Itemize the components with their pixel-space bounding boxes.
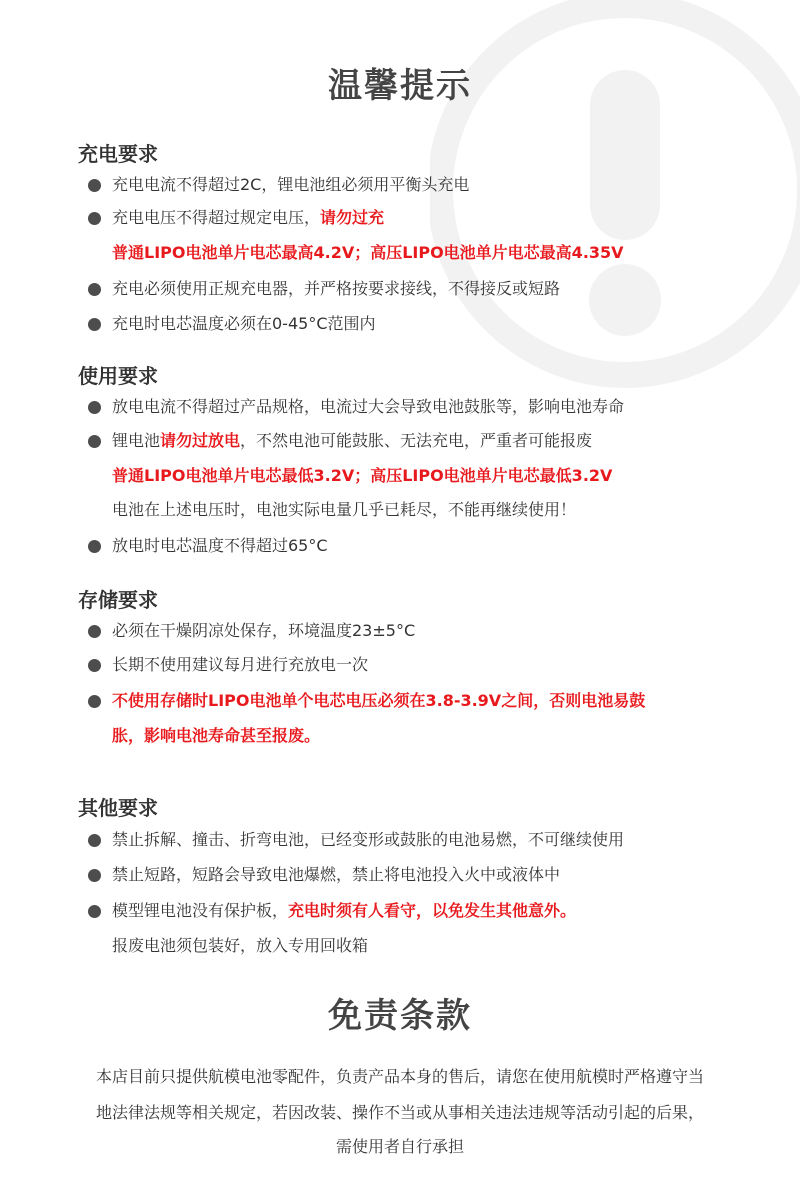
charging-item-charger: 充电必须使用正规充电器，并严格按要求接线，不得接反或短路 — [112, 279, 561, 298]
bullet-dot — [88, 834, 101, 847]
usage-heading: 使用要求 — [78, 364, 158, 388]
usage-item-discharge — [112, 430, 592, 452]
bullet-dot — [88, 318, 101, 331]
usage-item-current: 放电电流不得超过产品规格，电流过大会导致电池鼓胀等，影响电池寿命 — [112, 397, 625, 416]
bullet-dot — [88, 869, 101, 882]
disclaimer-line-3: 需使用者自行承担 — [335, 1137, 464, 1156]
storage-heading: 存储要求 — [78, 588, 158, 612]
charging-item-current: 充电电流不得超过2C，锂电池组必须用平衡头充电 — [112, 175, 470, 194]
bullet-dot — [88, 905, 101, 918]
disclaimer-line-2: 地法律法规等相关规定，若因改装、操作不当或从事相关违法违规等活动引起的后果， — [95, 1103, 704, 1122]
charging-voltage-text: 充电电压不得超过规定电压， — [112, 208, 321, 227]
disclaimer-line-1: 本店目前只提供航模电池零配件，负责产品本身的售后，请您在使用航模时严格遵守当 — [95, 1067, 704, 1086]
bullet-dot — [88, 283, 101, 296]
bullet-dot — [88, 625, 101, 638]
usage-voltage-limits: 普通LIPO电池单片电芯最低3.2V；高压LIPO电池单片电芯最低3.2V — [112, 466, 613, 485]
usage-depleted-note: 电池在上述电压时，电池实际电量几乎已耗尽，不能再继续使用！ — [112, 500, 577, 519]
disclaimer-title: 免责条款 — [328, 996, 472, 1036]
notice-title: 温馨提示 — [328, 66, 472, 106]
charging-item-voltage — [112, 207, 384, 229]
usage-discharge-prefix: 锂电池 — [112, 431, 161, 450]
bullet-dot — [88, 435, 101, 448]
other-item-short-circuit: 禁止短路，短路会导致电池爆燃，禁止将电池投入火中或液体中 — [112, 865, 561, 884]
charging-item-temperature: 充电时电芯温度必须在0-45°C范围内 — [112, 314, 376, 333]
storage-voltage-warning-cont: 胀，影响电池寿命甚至报废。 — [112, 726, 321, 745]
bullet-dot — [88, 401, 101, 414]
other-protection-prefix: 模型锂电池没有保护板， — [112, 901, 289, 920]
storage-item-environment: 必须在干燥阴凉处保存，环境温度23±5°C — [112, 621, 416, 640]
overcharge-warning: 请勿过充 — [320, 208, 385, 227]
bullet-dot — [88, 212, 101, 225]
overdischarge-warning: 请勿过放电 — [160, 431, 241, 450]
bullet-dot — [88, 540, 101, 553]
bullet-dot — [88, 659, 101, 672]
storage-voltage-warning: 不使用存储时LIPO电池单个电芯电压必须在3.8-3.9V之间，否则电池易鼓 — [112, 691, 646, 710]
bullet-dot — [88, 695, 101, 708]
other-recycle-note: 报废电池须包装好，放入专用回收箱 — [112, 936, 369, 955]
other-item-disassembly: 禁止拆解、撞击、折弯电池，已经变形或鼓胀的电池易燃，不可继续使用 — [112, 830, 625, 849]
supervision-warning: 充电时须有人看守，以免发生其他意外。 — [288, 901, 577, 920]
other-item-protection — [112, 900, 576, 922]
charging-voltage-limits: 普通LIPO电池单片电芯最高4.2V；高压LIPO电池单片电芯最高4.35V — [112, 243, 624, 262]
charging-heading: 充电要求 — [78, 142, 158, 166]
bullet-dot — [88, 179, 101, 192]
other-heading: 其他要求 — [78, 796, 158, 820]
usage-discharge-suffix: ，不然电池可能鼓胀、无法充电，严重者可能报废 — [240, 431, 593, 450]
storage-item-cycle: 长期不使用建议每月进行充放电一次 — [112, 655, 369, 674]
usage-item-temperature: 放电时电芯温度不得超过65°C — [112, 536, 328, 555]
